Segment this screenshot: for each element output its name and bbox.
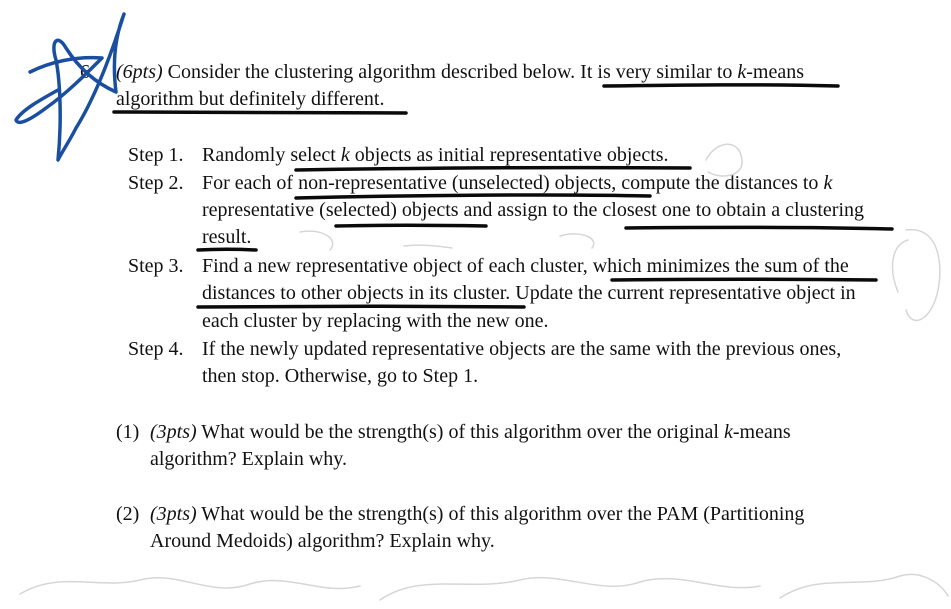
question-number: 6. [80, 61, 95, 83]
star-doodle-icon [16, 14, 124, 160]
step-1-label: Step 1. [128, 144, 184, 166]
subquestion-1-points: (3pts) [150, 421, 197, 443]
faint-scribbles [20, 144, 948, 600]
underline-minimizes [612, 279, 876, 280]
subquestion-1-number: (1) [116, 421, 140, 443]
subquestion-2-text: What would be the strength(s) of this algorithm over the PAM (Partitioning [196, 503, 805, 525]
pen-underlines [114, 85, 892, 307]
step-1-text-a: Randomly select [202, 144, 341, 166]
step-1-text-b: objects as initial representative objects. [349, 144, 669, 166]
question-points: (6pts) [116, 61, 163, 83]
underline-definitely-different [114, 112, 406, 113]
subquestion-2-line-2: Around Medoids) algorithm? Explain why. [150, 530, 495, 552]
step-3-line-3: each cluster by replacing with the new one. [202, 310, 549, 332]
subquestion-1-line-2: algorithm? Explain why. [150, 448, 347, 470]
step-1-k: k [340, 144, 350, 166]
step-2-line-3: result. [202, 226, 252, 248]
step-4-line-1: If the newly updated representative objects are the same with the previous ones, [202, 338, 842, 360]
question-intro-a: Consider the clustering algorithm described below. [162, 61, 581, 83]
subquestion-2-points: (3pts) [150, 503, 197, 525]
underline-step1 [296, 168, 690, 170]
step-2-label: Step 2. [128, 172, 184, 194]
underline-result [198, 249, 256, 250]
step-4-label: Step 4. [128, 338, 184, 360]
subquestion-1-text-b: -means [732, 421, 791, 443]
question-intro-c: -means [746, 61, 805, 83]
step-3-label: Step 3. [128, 255, 184, 277]
step-2-text-a: For each of non-representative (unselected) objects, compute the distances to [202, 172, 824, 194]
underline-clustering [626, 227, 892, 229]
step-4-line-2: then stop. Otherwise, go to Step 1. [202, 365, 479, 387]
step-2-line-2: representative (selected) objects and assign to the closest one to obtain a clustering [202, 199, 865, 221]
step-2-k: k [823, 172, 833, 194]
question-intro-b: It is very similar to [580, 61, 738, 83]
subquestion-1-text-a: What would be the strength(s) of this algorithm over the original [196, 421, 724, 443]
step-3-line-2: distances to other objects in its cluster. Update the current representative object in [202, 282, 856, 304]
step-3-line-1: Find a new representative object of each cluster, which minimizes the sum of the [202, 255, 849, 277]
underline-distances [198, 306, 524, 307]
subquestion-1-k: k [723, 421, 733, 443]
underline-selected-objects [336, 225, 486, 226]
subquestion-2-number: (2) [116, 503, 140, 525]
question-intro-k: k [737, 61, 747, 83]
underline-similar-kmeans [604, 85, 838, 86]
underline-unselected [296, 195, 650, 198]
question-line-2: algorithm but definitely different. [116, 88, 385, 110]
